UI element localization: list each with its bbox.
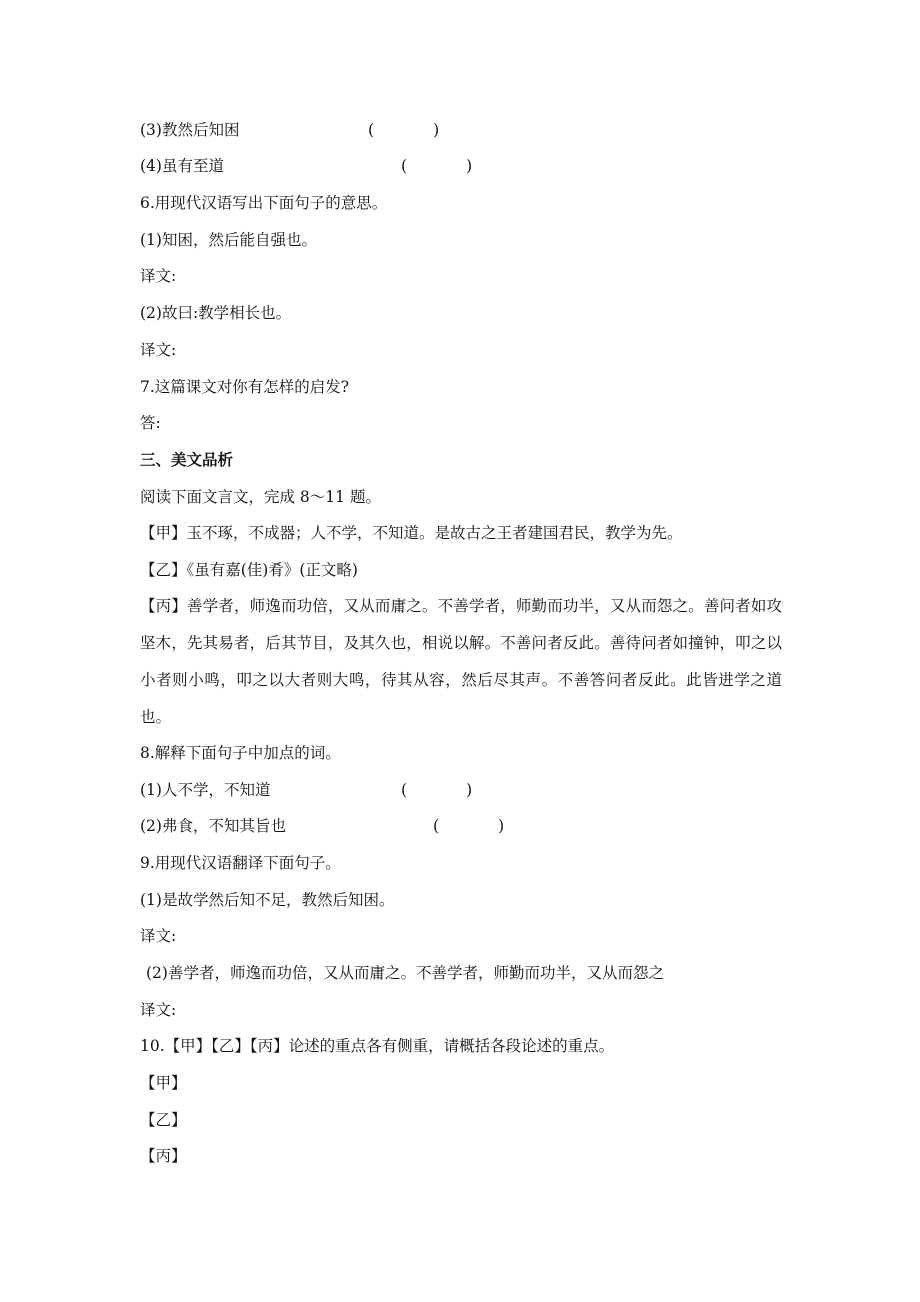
section3-title: 三、美文品析 bbox=[140, 451, 234, 469]
q8-item2-text: (2)弗食，不知其旨也 bbox=[140, 817, 286, 835]
q8-item1-blank[interactable]: ( ) bbox=[401, 781, 473, 799]
q5-item4-text: (4)虽有至道 bbox=[140, 157, 224, 175]
q6-item2: (2)故曰:教学相长也。 bbox=[140, 304, 292, 322]
q9-prompt: 9.用现代汉语翻译下面句子。 bbox=[140, 854, 341, 872]
q8-item1-text: (1)人不学，不知道 bbox=[140, 781, 271, 799]
q9-item1: (1)是故学然后知不足，教然后知困。 bbox=[140, 891, 395, 909]
q9-answer1[interactable]: 译文: bbox=[140, 927, 177, 945]
q5-item4-blank[interactable]: ( ) bbox=[401, 157, 473, 175]
passage-jia: 【甲】玉不琢，不成器；人不学，不知道。是故古之王者建国君民，教学为先。 bbox=[140, 524, 683, 542]
q6-answer1[interactable]: 译文: bbox=[140, 267, 177, 285]
q5-item3-blank[interactable]: ( ) bbox=[368, 121, 440, 139]
q10-prompt: 10.【甲】【乙】【丙】论述的重点各有侧重，请概括各段论述的重点。 bbox=[140, 1037, 615, 1055]
passage-yi: 【乙】《虽有嘉(佳)肴》(正文略) bbox=[140, 561, 358, 579]
q6-answer2[interactable]: 译文: bbox=[140, 341, 177, 359]
section3-intro: 阅读下面文言文，完成 8～11 题。 bbox=[140, 488, 381, 506]
q10-yi[interactable]: 【乙】 bbox=[140, 1111, 187, 1129]
q9-item2: (2)善学者，师逸而功倍，又从而庸之。不善学者，师勤而功半，又从而怨之 bbox=[146, 964, 664, 982]
q6-item1: (1)知困，然后能自强也。 bbox=[140, 231, 317, 249]
q8-item2-blank[interactable]: ( ) bbox=[433, 817, 505, 835]
q8-item1 bbox=[140, 780, 270, 800]
q6-prompt: 6.用现代汉语写出下面句子的意思。 bbox=[140, 194, 388, 212]
q10-jia[interactable]: 【甲】 bbox=[140, 1074, 187, 1092]
q7-prompt: 7.这篇课文对你有怎样的启发? bbox=[140, 378, 350, 396]
q8-item2 bbox=[140, 816, 286, 836]
q7-answer[interactable]: 答: bbox=[140, 414, 161, 432]
q5-item4 bbox=[140, 156, 224, 176]
q8-prompt: 8.解释下面句子中加点的词。 bbox=[140, 744, 341, 762]
passage-bing: 【丙】善学者，师逸而功倍，又从而庸之。不善学者，师勤而功半，又从而怨之。善问者如攻坚木，先其易者，后其节目，及其久也，相说以解。不善问者反此。善待问者如撞钟，叩之以小者则小鸣，叩之以大者则大鸣，待其从容，然后尽其声。不善答问者反此。此皆进学之道也。 bbox=[140, 597, 782, 726]
q9-answer2[interactable]: 译文: bbox=[140, 1001, 177, 1019]
q5-item3 bbox=[140, 120, 239, 140]
q10-bing[interactable]: 【丙】 bbox=[140, 1147, 187, 1165]
q5-item3-text: (3)教然后知困 bbox=[140, 121, 240, 139]
